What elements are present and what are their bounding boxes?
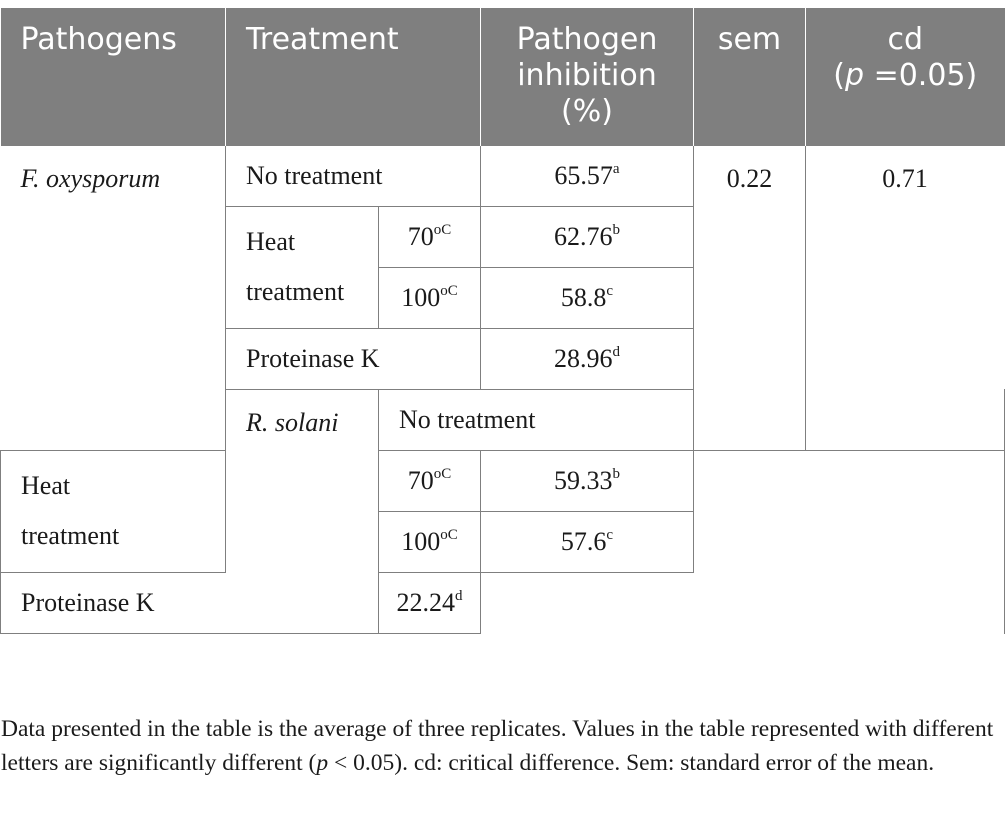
treatment-label: No treatment xyxy=(379,389,694,450)
table-row xyxy=(1,572,1005,633)
temperature-label: $70^{oC}$ xyxy=(379,206,481,267)
treatment-label: Proteinase K xyxy=(226,328,481,389)
header-cd xyxy=(806,8,1005,145)
inhibition-value: 65.57$^a$ xyxy=(481,145,694,206)
header-inhibition-line2: inhibition xyxy=(517,58,657,93)
footnote-part1: Data presented in the table is the average of three replicates. Values in the table represented with different letters are significantly different ( xyxy=(1,716,994,776)
pathogen-name: R. solani xyxy=(226,389,379,633)
header-inhibition-line1: Pathogen xyxy=(516,22,658,57)
inhibition-value: 62.76$^b$ xyxy=(481,206,694,267)
temperature-label: $100^{oC}$ xyxy=(379,267,481,328)
pathogen-name: F. oxysporum xyxy=(1,145,226,450)
table-row xyxy=(1,145,1005,206)
inhibition-value: 22.24$^d$ xyxy=(379,572,481,633)
inhibition-value: 57.6$^c$ xyxy=(481,511,694,572)
header-cd-pre: ( xyxy=(833,58,845,93)
footnote-p: p xyxy=(316,750,329,776)
header-inhibition-line3: (%) xyxy=(561,94,613,129)
header-row xyxy=(1,8,1005,145)
header-cd-post: =0.05) xyxy=(864,58,978,93)
table-footnote xyxy=(1,712,1003,780)
inhibition-value: 58.8$^c$ xyxy=(481,267,694,328)
heat-treatment-label: Heat treatment xyxy=(226,206,379,328)
header-cd-p: p xyxy=(844,58,865,93)
table-row xyxy=(1,450,1005,511)
header-sem: sem xyxy=(694,8,806,145)
header-pathogens: Pathogens xyxy=(1,8,226,145)
temperature-label: $70^{oC}$ xyxy=(379,450,481,511)
inhibition-value: 59.33$^b$ xyxy=(481,450,694,511)
footnote-part2: < 0.05). cd: critical difference. Sem: standard error of the mean. xyxy=(328,750,935,776)
results-table xyxy=(0,8,1005,634)
sem-value: 0.22 xyxy=(694,145,806,450)
header-treatment: Treatment xyxy=(226,8,481,145)
treatment-label: No treatment xyxy=(226,145,481,206)
cd-value: 0.71 xyxy=(806,145,1005,450)
inhibition-value: 28.96$^d$ xyxy=(481,328,694,389)
treatment-label: Proteinase K xyxy=(1,572,379,633)
header-inhibition xyxy=(481,8,694,145)
heat-treatment-label: Heat treatment xyxy=(1,450,226,572)
header-cd-line1: cd xyxy=(887,22,924,57)
temperature-label: $100^{oC}$ xyxy=(379,511,481,572)
